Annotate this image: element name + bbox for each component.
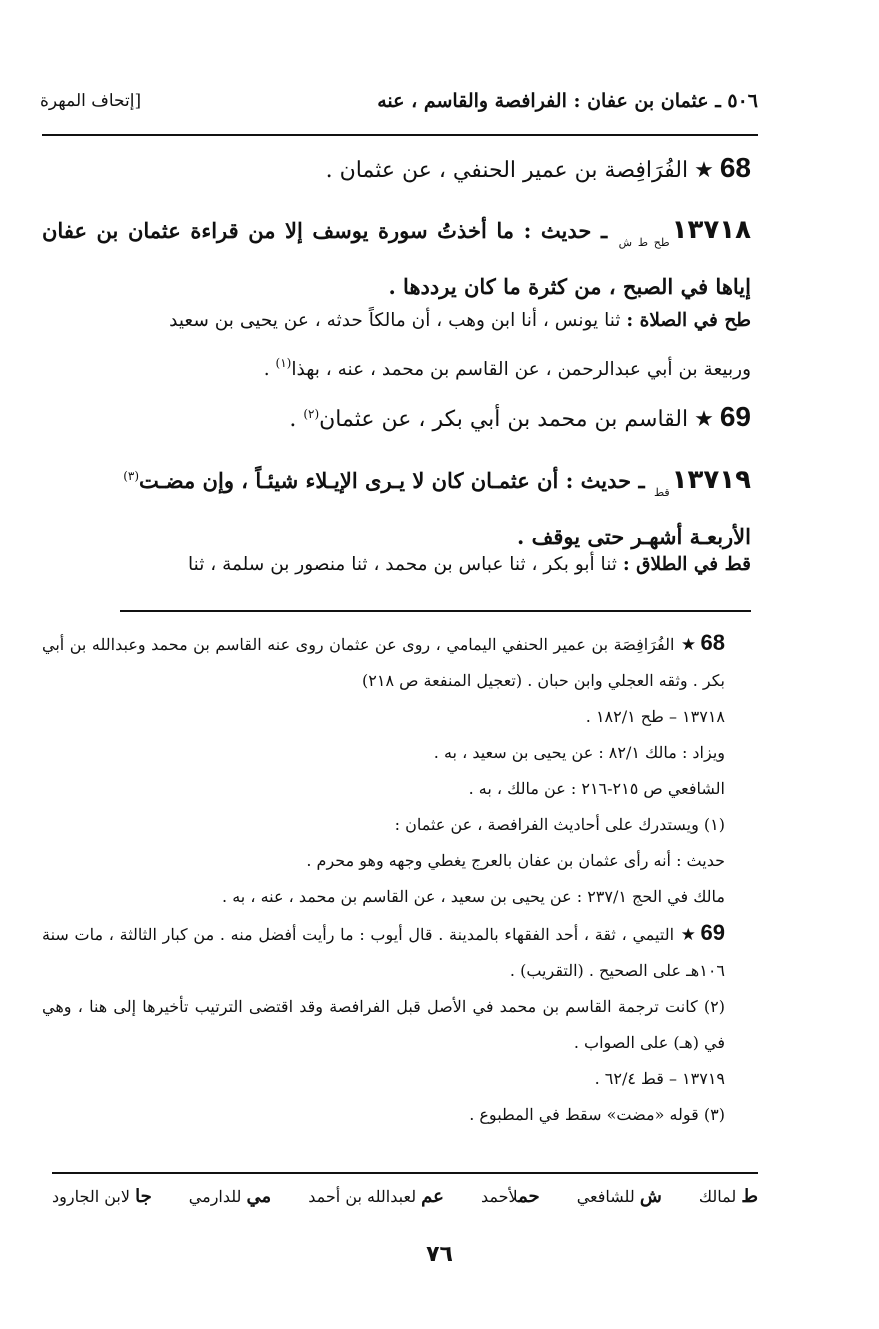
entry-number: 68 <box>719 152 751 183</box>
isnad-text: ثنا يونس ، أنا ابن وهب ، أن مالكاً حدثه ، عن يحيى بن سعيد <box>169 310 621 331</box>
legend-name: لأحمد <box>480 1187 519 1206</box>
legend-name: لعبدالله بن أحمد <box>308 1187 417 1206</box>
legend-name: لمالك <box>698 1187 737 1206</box>
star-icon: ★ <box>694 407 714 432</box>
entry-title: القاسم بن محمد بن أبي بكر ، عن عثمان <box>319 407 689 432</box>
footnote-3: (٣) قوله «مضت» سقط في المطبوع . <box>469 1105 725 1124</box>
legend-abbr: ط <box>741 1186 758 1207</box>
legend-name: للشافعي <box>576 1187 635 1206</box>
isnad-13719 <box>42 544 751 586</box>
footnote-ref: (٢) <box>303 407 320 421</box>
header-chapter-title: ٥٠٦ ـ عثمان بن عفان : الفرافصة والقاسم ، عنه <box>377 90 758 112</box>
footnote-ref: (٣) <box>123 469 140 483</box>
legend-abbr: مي <box>246 1186 272 1207</box>
star-icon: ★ <box>680 635 697 655</box>
legend-item <box>699 1186 758 1207</box>
note-yazad: ويزاد : مالك ٨٢/١ : عن يحيى بن سعيد ، به . <box>433 743 725 762</box>
note-13719: ١٣٧١٩ – قط ٦٢/٤ . <box>594 1069 725 1088</box>
footnote-1-hadith: حديث : أنه رأى عثمان بن عفان بالعرج يغطي وجهه وهو محرم . <box>306 851 725 870</box>
note-text: الفُرَافِصَة بن عمير الحنفي اليمامي ، روى عن عثمان روى عنه القاسم بن محمد وعبدالله بن أبي بكر . وثقه العجلي وابن حبان . (تعجيل المنفعة ص ٢١٨) <box>42 635 725 690</box>
legend-abbr: عم <box>421 1186 444 1207</box>
isnad-end: . <box>263 359 276 380</box>
note-69 <box>42 915 751 989</box>
note-text: التيمي ، ثقة ، أحد الفقهاء بالمدينة . قال أيوب : ما رأيت أفضل منه . من كبار الثالثة ، مات سنة ١٠٦هـ على الصحيح . (التقريب) . <box>42 925 725 980</box>
isnad-text: ثنا أبو بكر ، ثنا عباس بن محمد ، ثنا منصور بن سلمة ، ثنا <box>187 554 617 575</box>
note-shafii: الشافعي ص ٢١٥-٢١٦ : عن مالك ، به . <box>468 779 725 798</box>
hadith-number: ١٣٧١٨ <box>671 215 751 245</box>
isnad-source: طح في الصلاة : <box>626 310 751 331</box>
entry-69-heading <box>42 396 751 438</box>
legend-divider <box>52 1172 758 1174</box>
hadith-line <box>42 454 751 515</box>
legend-abbr: حم <box>518 1186 540 1207</box>
hadith-13718 <box>42 208 751 309</box>
legend-name: لابن الجارود <box>52 1187 130 1206</box>
hadith-text: ـ حديث : ما أخذتُ سورة يوسف إلا من قراءة عثمان بن عفان إياها في الصبح ، من كثرة ما كان يرددها . <box>42 218 751 299</box>
hadith-sigla: طح ط ش <box>618 236 670 249</box>
entry-68-heading <box>42 150 751 189</box>
note-68 <box>42 625 751 699</box>
footnote-ref: (١) <box>275 356 292 370</box>
note-number: 68 <box>700 630 725 655</box>
abbreviation-legend <box>52 1186 758 1207</box>
page-number: ٧٦ <box>426 1242 453 1267</box>
hadith-text: ـ حديث : أن عثمـان كان لا يـرى الإيـلاء شيئـاً ، وإن مضـت <box>139 468 645 493</box>
note-number: 69 <box>700 920 725 945</box>
footnote-2: (٢) كانت ترجمة القاسم بن محمد في الأصل قبل الفرافصة وقد اقتضى الترتيب تأخيرها إلى هنا ، وهي في (هـ) على الصواب . <box>42 997 726 1052</box>
isnad-text: وربيعة بن أبي عبدالرحمن ، عن القاسم بن محمد ، عنه ، بهذا <box>291 359 751 380</box>
legend-item <box>577 1186 662 1207</box>
isnad-13718 <box>42 300 751 391</box>
legend-abbr: ش <box>639 1186 662 1207</box>
entry-number: 69 <box>719 401 751 432</box>
entry-title-end: . <box>289 407 304 432</box>
footnote-1-malik: مالك في الحج ٢٣٧/١ : عن يحيى بن سعيد ، عن القاسم بن محمد ، عنه ، به . <box>222 887 725 906</box>
entry-title: الفُرَافِصة بن عمير الحنفي ، عن عثمان . <box>325 158 689 183</box>
isnad-source: قط في الطلاق : <box>622 554 751 575</box>
note-13718: ١٣٧١٨ – طح ١٨٢/١ . <box>585 707 725 726</box>
star-icon: ★ <box>694 158 714 183</box>
legend-item <box>481 1186 540 1207</box>
footnotes <box>42 625 751 1133</box>
hadith-sigla: قط <box>653 486 670 499</box>
header-book-title: [إتحاف المهرة <box>40 91 142 111</box>
isnad-line <box>42 300 751 342</box>
hadith-number: ١٣٧١٩ <box>671 465 751 495</box>
star-icon: ★ <box>680 925 697 945</box>
legend-abbr: جا <box>135 1186 152 1207</box>
legend-item <box>189 1186 271 1207</box>
footnote-divider <box>120 610 751 612</box>
header-divider <box>42 134 758 136</box>
running-header <box>40 86 758 116</box>
legend-item <box>52 1186 152 1207</box>
footnote-1: (١) ويستدرك على أحاديث الفرافصة ، عن عثمان : <box>394 815 725 834</box>
hadith-text-cont: الأربعـة أشهـر حتى يوقف . <box>516 524 751 549</box>
legend-item <box>308 1186 444 1207</box>
legend-name: للدارمي <box>188 1187 242 1206</box>
isnad-line <box>42 342 751 391</box>
